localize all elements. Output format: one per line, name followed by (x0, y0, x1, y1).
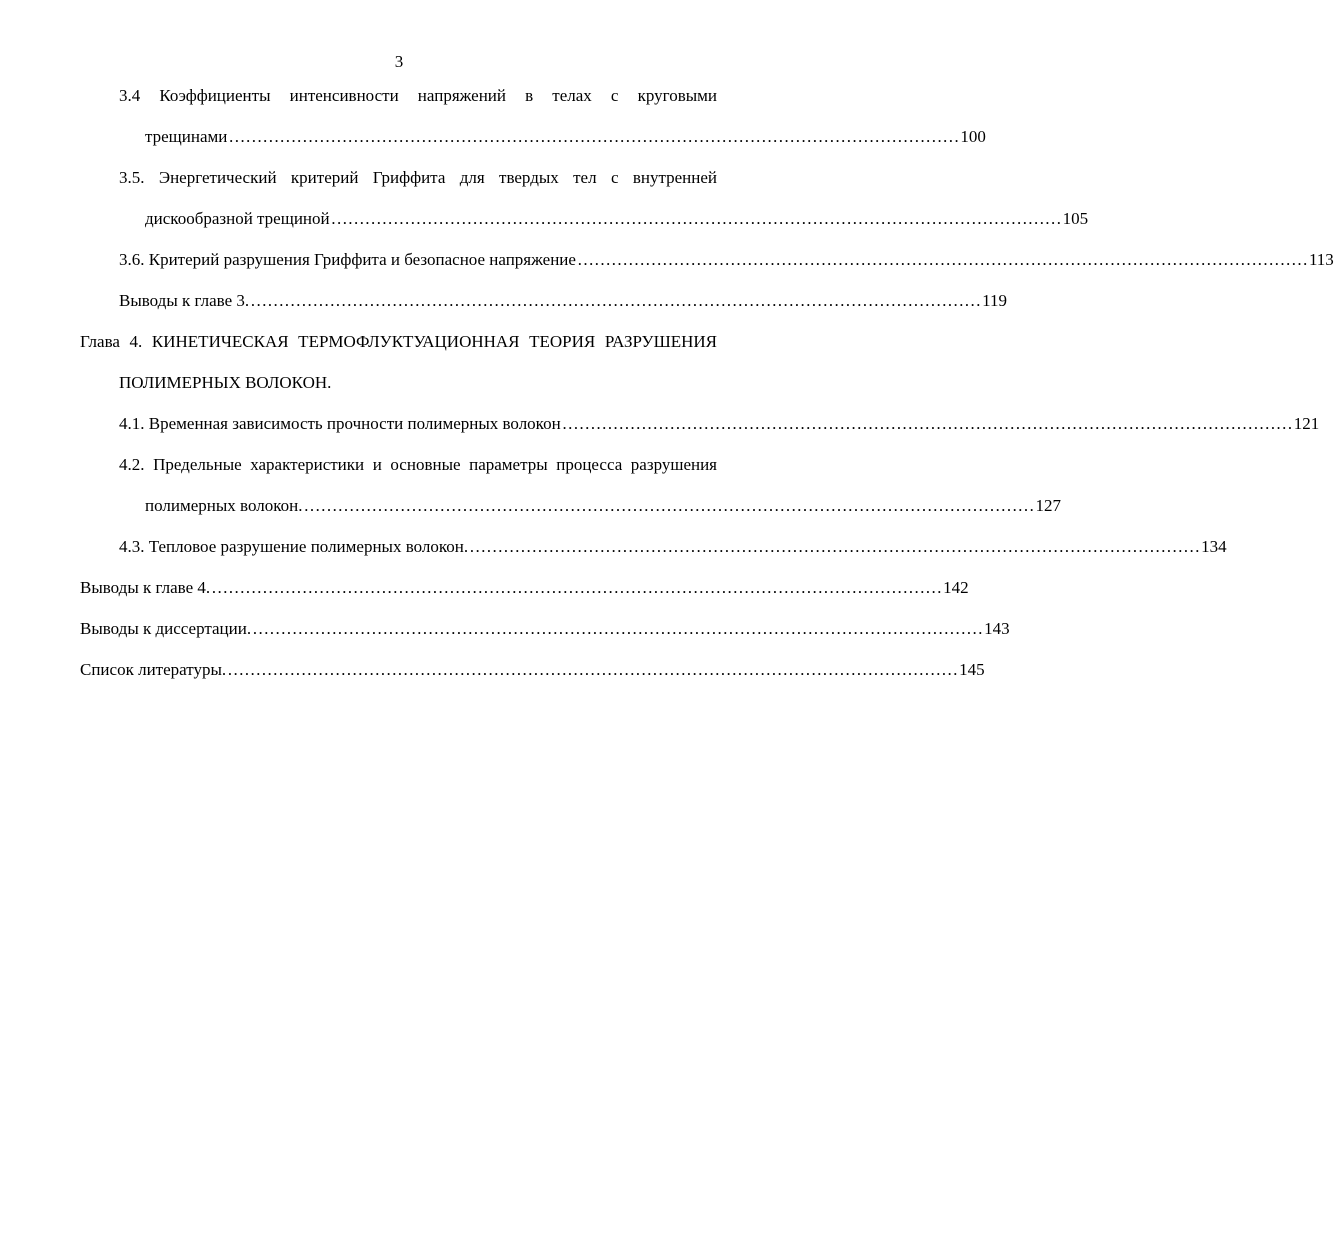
toc-entry-title: Выводы к главе 4. (80, 578, 211, 597)
toc-entry-title: полимерных волокон. (145, 496, 303, 515)
toc-page-number: 145 (959, 660, 985, 679)
toc-entry-4-3[interactable] (119, 537, 1227, 557)
toc-entry-4-2-line2[interactable] (145, 496, 1061, 516)
dot-leader: ………………………………………………………………………………………………………………… (252, 619, 984, 638)
toc-entry-4-2-line1: 4.2. Предельные характеристики и основные параметры процесса разрушения (119, 455, 717, 474)
toc-entry-conclusions-dissertation[interactable] (80, 619, 1010, 639)
toc-entry-references[interactable] (80, 660, 985, 680)
toc-entry-conclusions-ch3[interactable] (119, 291, 1007, 311)
toc-entry-3-4-line2[interactable] (145, 127, 986, 147)
dot-leader: ………………………………………………………………………………………………………………… (469, 537, 1201, 556)
toc-entry-title: 3.6. Критерий разрушения Гриффита и безопасное напряжение (119, 250, 576, 269)
toc-page-number: 121 (1293, 414, 1320, 433)
toc-entry-4-1[interactable] (119, 414, 1320, 434)
toc-entry-3-4-line1: 3.4 Коэффициенты интенсивности напряжений в телах с круговыми (119, 86, 717, 105)
page-number: 3 (394, 52, 404, 71)
dot-leader: ………………………………………………………………………………………………………………… (561, 414, 1293, 433)
dot-leader: ………………………………………………………………………………………………………………… (576, 250, 1308, 269)
toc-chapter-4-line1: Глава 4. КИНЕТИЧЕСКАЯ ТЕРМОФЛУКТУАЦИОННАЯ ТЕОРИЯ РАЗРУШЕНИЯ (80, 332, 717, 351)
toc-entry-title: 4.1. Временная зависимость прочности полимерных волокон (119, 414, 561, 433)
toc-entry-3-6[interactable] (119, 250, 1334, 270)
toc-entry-title: 4.3. Тепловое разрушение полимерных волокон. (119, 537, 469, 556)
dot-leader: ………………………………………………………………………………………………………………… (211, 578, 943, 597)
toc-entry-title: дискообразной трещиной (145, 209, 330, 228)
dot-leader: ………………………………………………………………………………………………………………… (330, 209, 1062, 228)
toc-page-number: 119 (982, 291, 1007, 310)
toc-entry-title: Выводы к главе 3. (119, 291, 250, 310)
toc-page-number: 113 (1308, 250, 1334, 269)
dot-leader: ………………………………………………………………………………………………………………… (227, 660, 959, 679)
dot-leader: ………………………………………………………………………………………………………………… (303, 496, 1035, 515)
toc-entry-3-5-line1: 3.5. Энергетический критерий Гриффита для твердых тел с внутренней (119, 168, 717, 187)
toc-entry-title: Выводы к диссертации. (80, 619, 252, 638)
toc-page-number: 100 (960, 127, 986, 146)
toc-chapter-4-line2[interactable]: ПОЛИМЕРНЫХ ВОЛОКОН. (119, 373, 332, 392)
toc-page-number: 105 (1062, 209, 1089, 228)
toc-entry-conclusions-ch4[interactable] (80, 578, 969, 598)
toc-page-number: 134 (1201, 537, 1227, 556)
toc-entry-3-5-line2[interactable] (145, 209, 1089, 229)
toc-page-number: 127 (1035, 496, 1061, 515)
toc-page-number: 143 (984, 619, 1010, 638)
toc-page-number: 142 (943, 578, 969, 597)
dot-leader: ………………………………………………………………………………………………………………… (228, 127, 960, 146)
dot-leader: ………………………………………………………………………………………………………………… (250, 291, 982, 310)
toc-entry-title: Список литературы. (80, 660, 227, 679)
toc-entry-title: трещинами (145, 127, 228, 146)
